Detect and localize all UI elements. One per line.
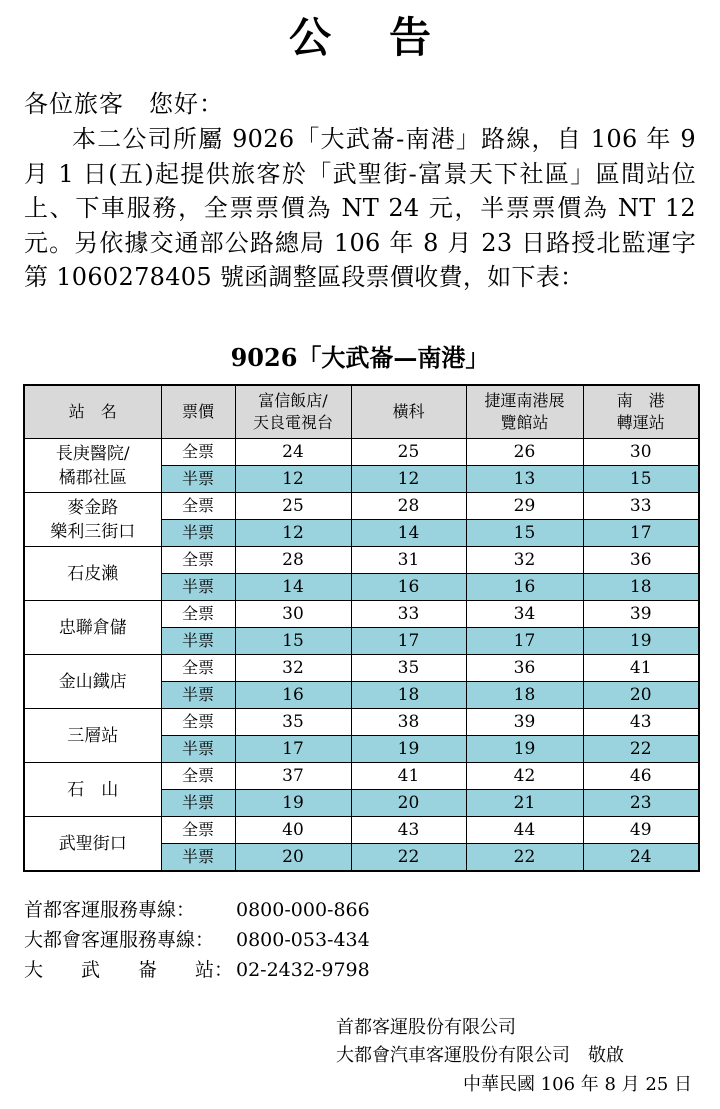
fare-type: 全票 <box>161 817 235 844</box>
fare-value: 12 <box>351 466 466 493</box>
fare-value: 36 <box>466 655 583 682</box>
fare-value: 34 <box>466 601 583 628</box>
fare-value: 17 <box>235 736 351 763</box>
fare-value: 35 <box>351 655 466 682</box>
fare-value: 21 <box>466 790 583 817</box>
fare-value: 39 <box>583 601 699 628</box>
fare-value: 30 <box>235 601 351 628</box>
fare-value: 18 <box>466 682 583 709</box>
fare-value: 30 <box>583 439 699 466</box>
fare-value: 16 <box>466 574 583 601</box>
fare-value: 17 <box>583 520 699 547</box>
contact-label: 大 武 崙 站： <box>24 959 234 981</box>
station-name: 武聖街口 <box>24 817 161 872</box>
signature-company-1: 首都客運股份有限公司 <box>336 1017 516 1038</box>
fare-value: 18 <box>351 682 466 709</box>
fare-table <box>23 384 700 872</box>
fare-row-full <box>24 601 699 628</box>
fare-row-full <box>24 493 699 520</box>
station-name: 石 山 <box>24 763 161 817</box>
fare-value: 41 <box>351 763 466 790</box>
fare-value: 24 <box>235 439 351 466</box>
station-name: 金山鐵店 <box>24 655 161 709</box>
fare-value: 17 <box>351 628 466 655</box>
table-title: 9026「大武崙—南港」 <box>230 343 490 372</box>
fare-type: 全票 <box>161 601 235 628</box>
fare-type: 全票 <box>161 709 235 736</box>
header-stop-nangang-exhibition: 捷運南港展 覽館站 <box>466 385 583 439</box>
fare-value: 19 <box>351 736 466 763</box>
fare-value: 17 <box>466 628 583 655</box>
fare-value: 25 <box>351 439 466 466</box>
station-name: 三層站 <box>24 709 161 763</box>
signature-company-2: 大都會汽車客運股份有限公司 敬啟 <box>336 1045 624 1066</box>
notice-title: 公告 <box>288 13 489 62</box>
fare-value: 42 <box>466 763 583 790</box>
fare-value: 15 <box>466 520 583 547</box>
fare-value: 38 <box>351 709 466 736</box>
fare-type: 全票 <box>161 493 235 520</box>
station-name: 長庚醫院/ 橘郡社區 <box>24 439 161 493</box>
contact-label: 大都會客運服務專線： <box>24 929 215 951</box>
contact-phone: 0800-000-866 <box>236 899 370 921</box>
fare-value: 39 <box>466 709 583 736</box>
fare-value: 15 <box>583 466 699 493</box>
fare-value: 44 <box>466 817 583 844</box>
header-stop-hengke: 橫科 <box>351 385 466 439</box>
fare-value: 37 <box>235 763 351 790</box>
fare-value: 15 <box>235 628 351 655</box>
fare-value: 31 <box>351 547 466 574</box>
fare-value: 22 <box>466 844 583 872</box>
fare-body <box>24 439 699 872</box>
fare-value: 19 <box>235 790 351 817</box>
fare-row-full <box>24 817 699 844</box>
header-row <box>24 385 699 439</box>
fare-value: 16 <box>351 574 466 601</box>
notice-body: 本二公司所屬 9026「大武崙-南港」路線，自 106 年 9 月 1 日(五)起提供旅客於「武聖街-富景天下社區」區間站位上、下車服務，全票票價為 NT 24 元，半票票價為 NT 12 元。另依據交通部公路總局 106 年 8 月 23 日路授北監運字第 1060278405 號函調整區段票價收費，如下表： <box>24 125 696 291</box>
fare-type: 全票 <box>161 763 235 790</box>
fare-value: 28 <box>351 493 466 520</box>
fare-value: 28 <box>235 547 351 574</box>
fare-value: 43 <box>351 817 466 844</box>
fare-value: 16 <box>235 682 351 709</box>
fare-value: 33 <box>583 493 699 520</box>
fare-type: 半票 <box>161 628 235 655</box>
header-stop-fuxin: 富信飯店/ 天良電視台 <box>235 385 351 439</box>
contact-capital <box>24 896 370 924</box>
fare-value: 40 <box>235 817 351 844</box>
fare-value: 32 <box>235 655 351 682</box>
fare-value: 13 <box>466 466 583 493</box>
fare-value: 22 <box>351 844 466 872</box>
fare-value: 19 <box>583 628 699 655</box>
fare-type: 半票 <box>161 466 235 493</box>
fare-value: 26 <box>466 439 583 466</box>
fare-value: 41 <box>583 655 699 682</box>
fare-type: 半票 <box>161 520 235 547</box>
signature-date: 中華民國 106 年 8 月 25 日 <box>462 1074 692 1095</box>
fare-type: 全票 <box>161 547 235 574</box>
fare-type: 半票 <box>161 736 235 763</box>
header-station: 站 名 <box>24 385 161 439</box>
fare-value: 12 <box>235 520 351 547</box>
fare-type: 全票 <box>161 655 235 682</box>
fare-value: 20 <box>235 844 351 872</box>
fare-value: 12 <box>235 466 351 493</box>
fare-row-full <box>24 709 699 736</box>
contact-metropolitan <box>24 926 370 954</box>
fare-type: 半票 <box>161 844 235 872</box>
header-fare: 票價 <box>161 385 235 439</box>
fare-value: 33 <box>351 601 466 628</box>
fare-value: 23 <box>583 790 699 817</box>
fare-row-full <box>24 439 699 466</box>
station-name: 忠聯倉儲 <box>24 601 161 655</box>
fare-value: 46 <box>583 763 699 790</box>
fare-value: 18 <box>583 574 699 601</box>
contact-dawulun-station <box>24 956 370 984</box>
fare-value: 24 <box>583 844 699 872</box>
fare-value: 20 <box>351 790 466 817</box>
fare-row-full <box>24 547 699 574</box>
greeting: 各位旅客 您好： <box>24 90 224 118</box>
fare-value: 49 <box>583 817 699 844</box>
fare-value: 14 <box>235 574 351 601</box>
fare-type: 半票 <box>161 682 235 709</box>
fare-value: 14 <box>351 520 466 547</box>
fare-type: 半票 <box>161 790 235 817</box>
fare-value: 19 <box>466 736 583 763</box>
fare-value: 25 <box>235 493 351 520</box>
fare-type: 全票 <box>161 439 235 466</box>
fare-value: 43 <box>583 709 699 736</box>
fare-value: 35 <box>235 709 351 736</box>
header-stop-nangang-transfer: 南 港 轉運站 <box>583 385 699 439</box>
fare-type: 半票 <box>161 574 235 601</box>
fare-value: 36 <box>583 547 699 574</box>
fare-row-full <box>24 655 699 682</box>
fare-value: 20 <box>583 682 699 709</box>
contact-phone: 02-2432-9798 <box>236 959 370 981</box>
station-name: 石皮瀨 <box>24 547 161 601</box>
fare-value: 32 <box>466 547 583 574</box>
fare-row-full <box>24 763 699 790</box>
station-name: 麥金路 樂利三街口 <box>24 493 161 547</box>
fare-value: 29 <box>466 493 583 520</box>
contact-phone: 0800-053-434 <box>236 929 370 951</box>
contact-label: 首都客運服務專線： <box>24 899 196 921</box>
fare-value: 22 <box>583 736 699 763</box>
